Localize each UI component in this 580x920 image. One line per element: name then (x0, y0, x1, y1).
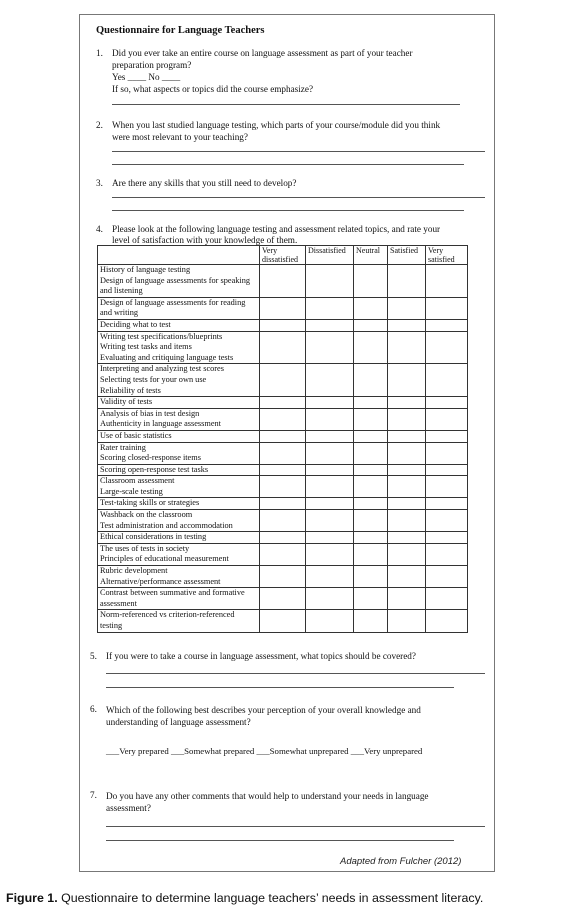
topic-cell (98, 464, 260, 476)
topic-cell (98, 364, 260, 397)
rating-cell[interactable] (306, 610, 354, 632)
rating-cell[interactable] (260, 588, 306, 610)
topic-row (98, 498, 468, 510)
rating-cell[interactable] (388, 297, 426, 319)
rating-cell[interactable] (388, 566, 426, 588)
rating-cell[interactable] (306, 588, 354, 610)
rating-cell[interactable] (260, 566, 306, 588)
rating-cell[interactable] (426, 297, 468, 319)
topic-cell (98, 265, 260, 298)
rating-cell[interactable] (260, 532, 306, 544)
topic-cell (98, 476, 260, 498)
topic-label: The uses of tests in society (100, 543, 190, 553)
q1-yes-no: Yes ____ No ____ (112, 72, 181, 82)
topic-header-cell (98, 246, 260, 265)
topic-row (98, 408, 468, 430)
q2-answer-line (112, 151, 485, 152)
topic-label: Interpreting and analyzing test scores (100, 364, 224, 374)
q4-text-line1: Please look at the following language testing and assessment related topics, and rate your (112, 224, 441, 234)
rating-cell[interactable] (354, 464, 388, 476)
rating-cell[interactable] (388, 588, 426, 610)
q7-text-line1: Do you have any other comments that would help to understand your needs in language (106, 791, 429, 801)
rating-cell[interactable] (354, 476, 388, 498)
rating-cell[interactable] (260, 265, 306, 298)
topic-label: Test-taking skills or strategies (100, 498, 200, 508)
rating-cell[interactable] (354, 397, 388, 409)
topic-label: Writing test tasks and items (100, 342, 192, 352)
q7-answer-line (106, 840, 454, 841)
rating-cell[interactable] (354, 265, 388, 298)
rating-cell[interactable] (426, 476, 468, 498)
figure-label: Figure 1. (6, 891, 58, 905)
rating-cell[interactable] (260, 510, 306, 532)
q1-number: 1. (96, 48, 103, 58)
q1-answer-line (112, 104, 460, 105)
rating-cell[interactable] (354, 566, 388, 588)
topic-cell (98, 408, 260, 430)
q6-text-line1: Which of the following best describes your perception of your overall knowledge and (106, 705, 421, 715)
q2-text-line2: were most relevant to your teaching? (112, 132, 248, 142)
rating-cell[interactable] (306, 408, 354, 430)
rating-cell[interactable] (260, 464, 306, 476)
rating-cell[interactable] (260, 476, 306, 498)
rating-cell[interactable] (388, 364, 426, 397)
topic-label: History of language testing (100, 265, 191, 274)
topic-label: Reliability of tests (100, 385, 161, 395)
topic-row (98, 442, 468, 464)
rating-cell[interactable] (426, 364, 468, 397)
header-neutral: Neutral (354, 246, 388, 265)
topic-cell (98, 297, 260, 319)
rating-cell[interactable] (354, 510, 388, 532)
rating-cell[interactable] (306, 566, 354, 588)
rating-cell[interactable] (354, 543, 388, 565)
q3-answer-line (112, 197, 485, 198)
topic-label: Test administration and accommodation (100, 520, 233, 530)
rating-cell[interactable] (260, 543, 306, 565)
rating-cell[interactable] (306, 319, 354, 331)
topic-row (98, 566, 468, 588)
rating-cell[interactable] (306, 430, 354, 442)
rating-cell[interactable] (354, 610, 388, 632)
rating-cell[interactable] (260, 408, 306, 430)
q5-answer-line (106, 673, 485, 674)
rating-cell[interactable] (388, 319, 426, 331)
header-dissatisfied: Dissatisfied (306, 246, 354, 265)
topic-label: Ethical considerations in testing (100, 532, 207, 542)
rating-cell[interactable] (388, 408, 426, 430)
rating-cell[interactable] (388, 331, 426, 364)
rating-header-row (98, 246, 468, 265)
rating-cell[interactable] (354, 430, 388, 442)
rating-cell[interactable] (260, 297, 306, 319)
rating-cell[interactable] (260, 331, 306, 364)
topic-cell (98, 442, 260, 464)
topic-label: Washback on the classroom (100, 510, 193, 520)
rating-cell[interactable] (388, 265, 426, 298)
rating-cell[interactable] (426, 588, 468, 610)
q3-answer-line (112, 210, 464, 211)
topic-label: Writing test specifications/blueprints (100, 331, 223, 341)
topic-label: Validity of tests (100, 397, 153, 407)
topic-cell (98, 566, 260, 588)
rating-cell[interactable] (260, 610, 306, 632)
rating-cell[interactable] (306, 532, 354, 544)
topic-label: Scoring open-response test tasks (100, 464, 209, 474)
q6-text-line2: understanding of language assessment? (106, 717, 251, 727)
rating-cell[interactable] (388, 476, 426, 498)
topic-row (98, 476, 468, 498)
q5-answer-line (106, 687, 454, 688)
topic-row (98, 319, 468, 331)
topic-cell (98, 543, 260, 565)
rating-cell[interactable] (354, 408, 388, 430)
topic-label: Evaluating and critiquing language tests (100, 352, 234, 362)
topic-label: Analysis of bias in test design (100, 408, 200, 418)
topic-label: Principles of educational measurement (100, 554, 229, 564)
rating-cell[interactable] (426, 319, 468, 331)
rating-cell[interactable] (426, 543, 468, 565)
rating-cell[interactable] (388, 498, 426, 510)
topic-label: Scoring closed-response items (100, 453, 201, 463)
rating-cell[interactable] (354, 364, 388, 397)
rating-cell[interactable] (260, 319, 306, 331)
rating-cell[interactable] (426, 532, 468, 544)
rating-cell[interactable] (426, 498, 468, 510)
rating-cell[interactable] (388, 543, 426, 565)
topic-row (98, 588, 468, 610)
topic-row (98, 364, 468, 397)
topic-label: Rubric development (100, 566, 168, 576)
topic-row (98, 510, 468, 532)
rating-cell[interactable] (388, 510, 426, 532)
source-attribution: Adapted from Fulcher (2012) (340, 856, 462, 867)
rating-cell[interactable] (306, 476, 354, 498)
questionnaire-title: Questionnaire for Language Teachers (96, 25, 265, 36)
topic-cell (98, 510, 260, 532)
header-very-dissatisfied: Very dissatisfied (260, 246, 306, 265)
q5-text-line1: If you were to take a course in language assessment, what topics should be covered? (106, 651, 416, 661)
rating-cell[interactable] (426, 610, 468, 632)
q3-text-line1: Are there any skills that you still need to develop? (112, 178, 297, 188)
rating-cell[interactable] (388, 464, 426, 476)
q7-text-line2: assessment? (106, 803, 151, 813)
q6-options: ___Very prepared ___Somewhat prepared ___Somewhat unprepared ___Very unprepared (106, 746, 423, 756)
q7-number: 7. (90, 790, 97, 800)
rating-cell[interactable] (354, 442, 388, 464)
topic-label: Norm-referenced vs criterion-referenced testing (100, 610, 235, 630)
rating-cell[interactable] (306, 364, 354, 397)
rating-cell[interactable] (306, 464, 354, 476)
rating-cell[interactable] (426, 408, 468, 430)
header-satisfied: Satisfied (388, 246, 426, 265)
topic-label: Alternative/performance assessment (100, 576, 221, 586)
topic-cell (98, 319, 260, 331)
rating-cell[interactable] (260, 430, 306, 442)
topic-label: Classroom assessment (100, 476, 175, 486)
topic-cell (98, 331, 260, 364)
rating-cell[interactable] (388, 442, 426, 464)
rating-cell[interactable] (306, 510, 354, 532)
rating-cell[interactable] (426, 331, 468, 364)
rating-cell[interactable] (306, 331, 354, 364)
figure-caption-text: Questionnaire to determine language teachers’ needs in assessment literacy. (61, 891, 484, 905)
topic-cell (98, 430, 260, 442)
figure-caption (6, 891, 483, 905)
q2-number: 2. (96, 120, 103, 130)
topic-label: Rater training (100, 442, 146, 452)
rating-cell[interactable] (306, 265, 354, 298)
rating-cell[interactable] (306, 442, 354, 464)
rating-cell[interactable] (388, 430, 426, 442)
topic-label: Large-scale testing (100, 486, 163, 496)
topic-row (98, 532, 468, 544)
rating-cell[interactable] (354, 498, 388, 510)
q1-text-line4: If so, what aspects or topics did the course emphasize? (112, 84, 314, 94)
q4-number: 4. (96, 224, 103, 234)
topic-row (98, 430, 468, 442)
rating-cell[interactable] (388, 610, 426, 632)
q3-number: 3. (96, 178, 103, 188)
rating-cell[interactable] (426, 265, 468, 298)
rating-cell[interactable] (426, 464, 468, 476)
topic-cell (98, 532, 260, 544)
topic-cell (98, 588, 260, 610)
rating-cell[interactable] (306, 297, 354, 319)
topic-label: Design of language assessments for reading and writing (100, 297, 246, 318)
rating-cell[interactable] (354, 588, 388, 610)
topic-cell (98, 397, 260, 409)
topic-row (98, 331, 468, 364)
rating-cell[interactable] (354, 532, 388, 544)
q5-number: 5. (90, 651, 97, 661)
rating-cell[interactable] (354, 319, 388, 331)
q1-text-line2: preparation program? (112, 60, 192, 70)
topic-label: Design of language assessments for speaking and listening (100, 275, 251, 296)
rating-cell[interactable] (426, 442, 468, 464)
topic-label: Deciding what to test (100, 319, 171, 329)
q7-answer-line (106, 826, 485, 827)
topic-label: Selecting tests for your own use (100, 374, 207, 384)
topic-label: Authenticity in language assessment (100, 419, 221, 429)
topic-row (98, 464, 468, 476)
rating-cell[interactable] (354, 297, 388, 319)
topics-rating-table (97, 245, 468, 633)
topic-row (98, 265, 468, 298)
header-very-satisfied: Very satisfied (426, 246, 468, 265)
rating-cell[interactable] (354, 331, 388, 364)
topic-cell (98, 610, 260, 632)
rating-cell[interactable] (260, 498, 306, 510)
topic-label: Contrast between summative and formative assessment (100, 588, 245, 608)
rating-cell[interactable] (260, 442, 306, 464)
rating-cell[interactable] (260, 364, 306, 397)
rating-cell[interactable] (426, 510, 468, 532)
rating-cell[interactable] (388, 397, 426, 409)
q6-number: 6. (90, 704, 97, 714)
rating-cell[interactable] (260, 397, 306, 409)
q1-text-line1: Did you ever take an entire course on language assessment as part of your teacher (112, 48, 413, 58)
q4-text-line2: level of satisfaction with your knowledge of them. (112, 235, 298, 245)
rating-cell[interactable] (388, 532, 426, 544)
rating-cell[interactable] (426, 397, 468, 409)
topics-table-body (98, 265, 468, 633)
rating-cell[interactable] (306, 543, 354, 565)
rating-cell[interactable] (426, 430, 468, 442)
q2-text-line1: When you last studied language testing, which parts of your course/module did you think (112, 120, 441, 130)
topic-row (98, 397, 468, 409)
rating-cell[interactable] (306, 498, 354, 510)
rating-cell[interactable] (306, 397, 354, 409)
rating-cell[interactable] (426, 566, 468, 588)
topic-row (98, 543, 468, 565)
q2-answer-line (112, 164, 464, 165)
topic-row (98, 610, 468, 632)
topic-label: Use of basic statistics (100, 430, 172, 440)
topic-cell (98, 498, 260, 510)
topic-row (98, 297, 468, 319)
